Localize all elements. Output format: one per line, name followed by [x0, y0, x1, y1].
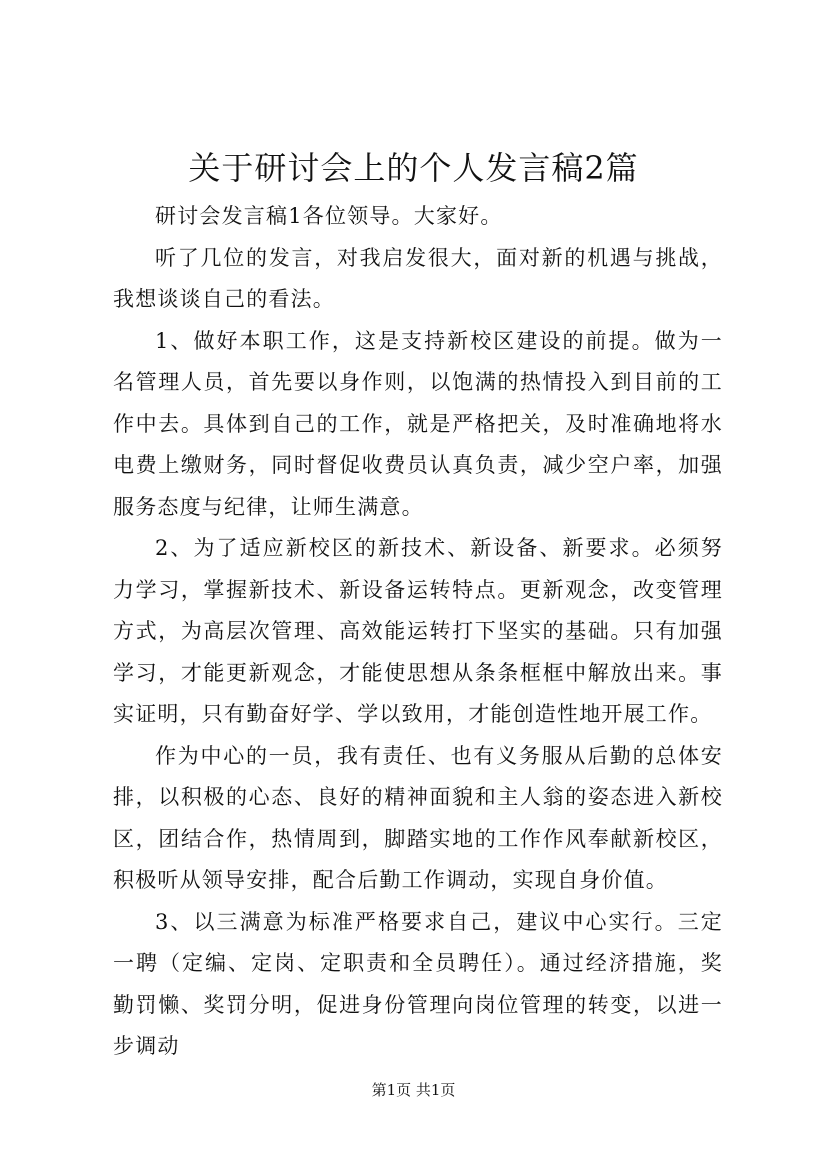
document-body — [113, 196, 723, 1068]
paragraph: 作为中心的一员，我有责任、也有义务服从后勤的总体安排，以积极的心态、良好的精神面貌和主人翁的姿态进入新校区，团结合作，热情周到，脚踏实地的工作作风奉献新校区，积极听从领导安排，配合后勤工作调动，实现自身价值。 — [113, 743, 723, 892]
paragraph: 2、为了适应新校区的新技术、新设备、新要求。必须努力学习，掌握新技术、新设备运转特点。更新观念，改变管理方式，为高层次管理、高效能运转打下坚实的基础。只有加强学习，才能更新观念，才能使思想从条条框框中解放出来。事实证明，只有勤奋好学、学以致用，才能创造性地开展工作。 — [113, 536, 723, 726]
paragraph: 听了几位的发言，对我启发很大，面对新的机遇与挑战，我想谈谈自己的看法。 — [113, 245, 723, 311]
page-footer: 第1页 共1页 — [371, 1081, 456, 1099]
document-title: 关于研讨会上的个人发言稿2篇 — [188, 149, 639, 187]
paragraph: 3、以三满意为标准严格要求自己，建议中心实行。三定一聘（定编、定岗、定职责和全员聘任）。通过经济措施，奖勤罚懒、奖罚分明，促进身份管理向岗位管理的转变，以进一步调动 — [113, 909, 723, 1058]
paragraph: 1、做好本职工作，这是支持新校区建设的前提。做为一名管理人员，首先要以身作则，以饱满的热情投入到目前的工作中去。具体到自己的工作，就是严格把关，及时准确地将水电费上缴财务，同时督促收费员认真负责，减少空户率，加强服务态度与纪律，让师生满意。 — [113, 328, 723, 519]
paragraph: 研讨会发言稿1各位领导。大家好。 — [155, 204, 503, 228]
